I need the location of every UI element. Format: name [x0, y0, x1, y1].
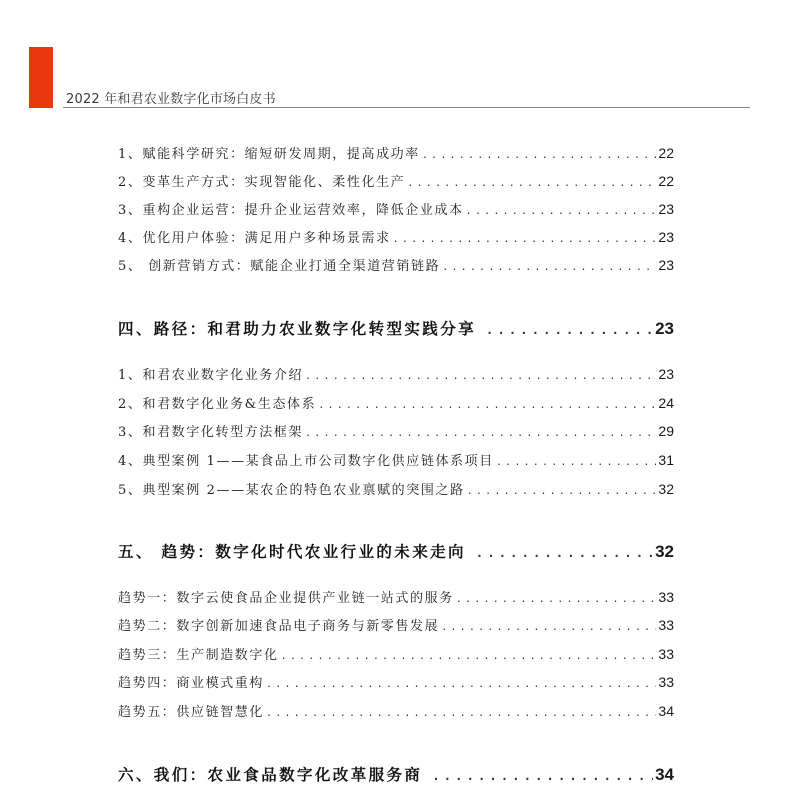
toc-entry-page: 32	[658, 481, 674, 497]
dot-leader	[466, 206, 657, 217]
toc-section-label: 五、 趋势：数字化时代农业行业的未来走向	[118, 542, 466, 561]
toc-entry-label: 1、赋能科学研究：缩短研发周期，提高成功率	[118, 147, 420, 162]
toc-entry-page: 22	[658, 173, 674, 189]
toc-entry[interactable]	[118, 450, 674, 469]
toc-entry[interactable]	[118, 644, 674, 663]
toc-entry-page: 23	[658, 201, 674, 217]
toc-entry-label: 3、重构企业运营：提升企业运营效率，降低企业成本	[118, 203, 464, 218]
toc-entry[interactable]	[118, 364, 674, 383]
toc-entry-label: 趋势三：生产制造数字化	[118, 648, 279, 663]
toc-entry-page: 23	[658, 257, 674, 273]
dot-leader	[441, 622, 656, 633]
dot-leader	[456, 594, 657, 605]
toc-entry-label: 5、 创新营销方式：赋能企业打通全渠道营销链路	[118, 259, 441, 274]
toc-section-label: 四、路径：和君助力农业数字化转型实践分享	[118, 319, 477, 338]
toc-section-page: 32	[655, 542, 674, 561]
dot-leader	[393, 234, 657, 245]
toc-entry-page: 33	[658, 617, 674, 633]
dot-leader	[486, 323, 653, 337]
toc-section-label: 六、我们：农业食品数字化改革服务商	[118, 765, 423, 784]
toc-entry[interactable]	[118, 421, 674, 440]
toc-entry-label: 趋势一：数字云使食品企业提供产业链一站式的服务	[118, 591, 454, 606]
toc-entry-label: 2、变革生产方式：实现智能化、柔性化生产	[118, 175, 406, 190]
toc-entry[interactable]	[118, 255, 674, 274]
dot-leader	[281, 651, 657, 662]
document-title: 2022 年和君农业数字化市场白皮书	[66, 92, 276, 107]
toc-entry-page: 29	[658, 423, 674, 439]
dot-leader	[305, 371, 656, 382]
toc-entry[interactable]	[118, 479, 674, 498]
toc-entry[interactable]	[118, 199, 674, 218]
toc-section-6[interactable]	[118, 763, 674, 785]
toc-entry-label: 趋势四：商业模式重构	[118, 676, 265, 691]
toc-entry[interactable]	[118, 672, 674, 691]
toc-entry[interactable]	[118, 393, 674, 412]
dot-leader	[422, 150, 657, 161]
toc-entry-label: 趋势二：数字创新加速食品电子商务与新零售发展	[118, 619, 440, 634]
dot-leader	[407, 178, 656, 189]
toc-entry-page: 33	[658, 674, 674, 690]
toc-entry-page: 31	[658, 452, 674, 468]
toc-entry-page: 23	[658, 366, 674, 382]
toc-entry-label: 1、和君农业数字化业务介绍	[118, 368, 304, 383]
toc-entry[interactable]	[118, 227, 674, 246]
toc-entry-page: 33	[658, 646, 674, 662]
dot-leader	[467, 486, 657, 497]
toc-entry-page: 33	[658, 589, 674, 605]
toc-entry-label: 4、典型案例 1——某食品上市公司数字化供应链体系项目	[118, 454, 494, 469]
dot-leader	[266, 708, 656, 719]
toc-entry-label: 2、和君数字化业务&生态体系	[118, 397, 317, 412]
dot-leader	[442, 262, 656, 273]
toc-entry-label: 3、和君数字化转型方法框架	[118, 425, 304, 440]
dot-leader	[318, 400, 656, 411]
dot-leader	[432, 769, 653, 783]
toc-section-5[interactable]	[118, 540, 674, 562]
toc-entry[interactable]	[118, 171, 674, 190]
toc-entry-label: 5、典型案例 2——某农企的特色农业禀赋的突围之路	[118, 483, 465, 498]
toc-entry[interactable]	[118, 587, 674, 606]
toc-entry-page: 22	[658, 145, 674, 161]
header-divider	[63, 107, 750, 108]
toc-entry-label: 趋势五：供应链智慧化	[118, 705, 265, 720]
dot-leader	[266, 679, 656, 690]
toc-entry[interactable]	[118, 701, 674, 720]
toc-entry-page: 23	[658, 229, 674, 245]
toc-entry[interactable]	[118, 615, 674, 634]
toc-entry-page: 24	[658, 395, 674, 411]
header-accent-block	[29, 47, 53, 108]
toc-entry-page: 34	[658, 703, 674, 719]
toc-section-page: 34	[655, 765, 674, 784]
dot-leader	[305, 428, 656, 439]
toc-section-page: 23	[655, 319, 674, 338]
dot-leader	[476, 546, 653, 560]
dot-leader	[496, 457, 657, 468]
toc-section-4[interactable]	[118, 317, 674, 339]
toc-entry-label: 4、优化用户体验：满足用户多种场景需求	[118, 231, 391, 246]
toc-entry[interactable]	[118, 143, 674, 162]
